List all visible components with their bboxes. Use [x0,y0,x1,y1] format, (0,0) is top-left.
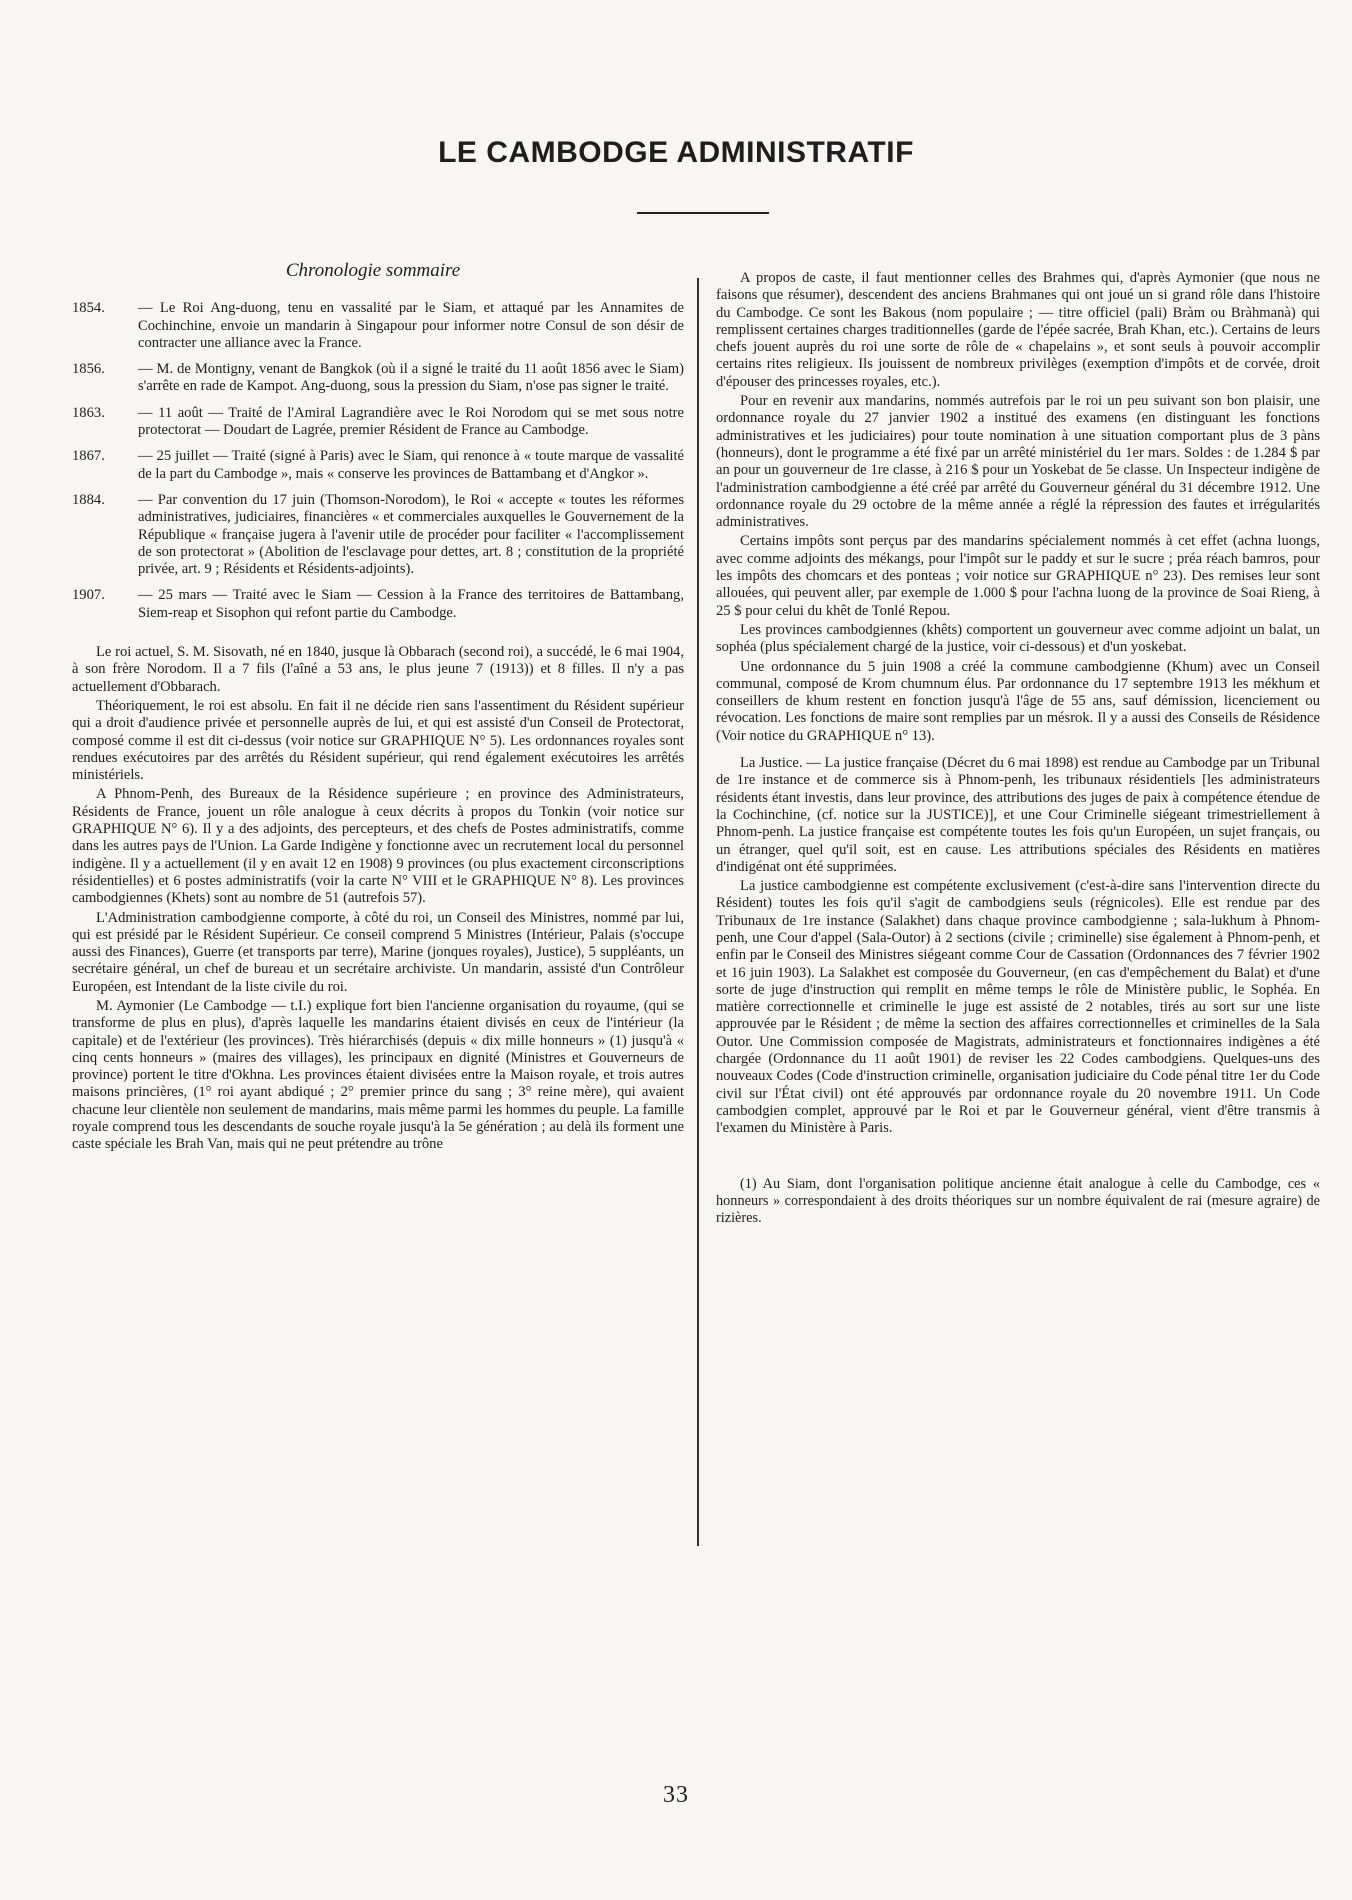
chronology-text: — Le Roi Ang-duong, tenu en vassalité par le Siam, et attaqué par les Annamites de Cochinchine, envoie un mandarin à Singapour pour informer notre Consul de son désir de contracter une alliance avec la France. [138,300,684,351]
chronology-heading: Chronologie sommaire [285,260,461,281]
chronology-list [72,300,684,622]
chronology-year: 1907. [72,587,105,604]
body-paragraph: A Phnom-Penh, des Bureaux de la Résidence supérieure ; en province des Administrateurs, Résidents de France, jouent un rôle analogue à ceux décrits à propos du Tonkin (voir notice sur GRAPHIQUE N° 6). Il y a des adjoints, des percepteurs, et des chefs de Postes administratifs, comme dans les autres pays de l'Union. La Garde Indigène y fonctionne avec un recrutement local du personnel indigène. Il y a actuellement (il y en avait 12 en 1908) 9 provinces (ou plus exactement circonscriptions résidentielles) et 6 postes administratifs (voir la carte N° VIII et le GRAPHIQUE N° 8). Les provinces cambodgiennes (Khets) sont au nombre de 51 (autrefois 57). [72,786,684,907]
title-rule [637,212,769,214]
chronology-text: — 25 juillet — Traité (signé à Paris) avec le Siam, qui renonce à « toute marque de vassalité de la part du Cambodge », mais « conserve les provinces de Battambang et d'Angkor ». [138,448,684,482]
page-title: LE CAMBODGE ADMINISTRATIF [438,136,914,169]
chronology-year: 1854. [72,300,105,317]
body-paragraph: Une ordonnance du 5 juin 1908 a créé la commune cambodgienne (Khum) avec un Conseil communal, composé de Krom chumnum élus. Par ordonnance du 17 septembre 1913 les mékhum et conseillers de khum restent en fonction jusqu'à l'âge de 55 ans, sauf démission, licenciement ou révocation. Les fonctions de maire sont remplies par un mésrok. Il y a aussi des Conseils de Résidence (Voir notice du GRAPHIQUE n° 13). [716,658,1320,744]
body-paragraph: La justice cambodgienne est compétente exclusivement (c'est-à-dire sans l'intervention directe du Résident) toutes les fois qu'il s'agit de cambodgiens seuls (régnicoles). Elle est rendue par des Tribunaux de 1re instance (Salakhet) dans chaque province cambodgienne ; sala-lukhum à Phnom-penh, une Cour d'appel (Sala-Outor) à 2 sections (civile ; criminelle) sise également à Phnom-penh, et enfin par le Conseil des Ministres siégeant comme Cour de Cassation (Ordonnances des 7 février 1902 et 16 juin 1903). La Salakhet est composée du Gouverneur, (en cas d'empêchement du Balat) et d'une sorte de juge d'instruction qui remplit en même temps le rôle de Ministère public, le Sophéa. En matière correctionnelle et criminelle le juge est assisté de 2 notables, tirés au sort sur une liste approuvée par le Résident ; de même la section des affaires correctionnelles et criminelles de la Sala Outor. Une Commission composée de Magistrats, administrateurs et fonctionnaires indigènes a été chargée (Ordonnance du 11 août 1901) de reviser les 22 Codes cambodgiens. Quelques-uns des nouveaux Codes (Code d'instruction criminelle, organisation judiciaire du Code pénal titre 1er du Code civil sur l'État civil) ont été approuvés par ordonnance royale du 20 novembre 1911. Un Code cambodgien complet, approuvé par le Roi et par le Gouverneur général, vient d'être transmis à l'examen du Ministère à Paris. [716,878,1320,1137]
chronology-year: 1856. [72,361,105,378]
chronology-text: — Par convention du 17 juin (Thomson-Norodom), le Roi « accepte « toutes les réformes administratives, judiciaires, financières « et commerciales auxquelles le Gouvernement de la République « française jugera à l'avenir utile de procéder pour faciliter « l'accomplissement de son protectorat » (Abolition de l'esclavage pour dettes, art. 8 ; constitution de la propriété privée, art. 9 ; Résidents et Résidents-adjoints). [138,491,684,578]
chronology-text: — 11 août — Traité de l'Amiral Lagrandière avec le Roi Norodom qui se met sous notre protectorat — Doudart de Lagrée, premier Résident de France au Cambodge. [138,404,684,439]
body-paragraph: A propos de caste, il faut mentionner celles des Brahmes qui, d'après Aymonier (que nous ne faisons que résumer), descendent des anciens Brahmanes qui ont joué un si grand rôle dans l'histoire du Cambodge. Ce sont les Bakous (nom populaire ; — titre officiel (pali) Bràm ou Bràhmanà) qui remplissent certaines charges traditionnelles (garde de l'épée sacrée, Brah Khan, etc.). Certains de leurs chefs jouent auprès du roi une sorte de rôle de « chapelains », et sont seuls à pouvoir accomplir certains rites religieux. Ils jouissent de nombreux privilèges (exemption d'impôts et de corvée, droit d'épouser des princesses royales, etc.). [716,270,1320,390]
left-column [72,262,684,1156]
column-divider [697,278,699,1546]
body-paragraph: Théoriquement, le roi est absolu. En fait il ne décide rien sans l'assentiment du Résident supérieur qui a droit d'audience privée et personnelle auprès de lui, et qui est assisté d'un Conseil de Protectorat, composé comme il est dit ci-dessus (voir notice sur GRAPHIQUE N° 5). Les ordonnances royales sont rendues exécutoires par des arrêtés du Résident supérieur, qui rend également exécutoires les arrêtés ministériels. [72,697,684,784]
body-paragraph: La Justice. — La justice française (Décret du 6 mai 1898) est rendue au Cambodge par un Tribunal de 1re instance et de commerce sis à Phnom-penh, les tribunaux résidentiels [les administrateurs résidents étant investis, dans leur province, des attributions des juges de paix à compétence étendue de la Cochinchine, (cf. notice sur la JUSTICE)], et une Cour Criminelle siégeant trimestriellement à Phnom-penh. La justice française est compétente toutes les fois qu'un Européen, un sujet français, ou un étranger, quel qu'il soit, est en cause. Les attributions spéciales des Résidents en matières d'indigénat ont été supprimées. [716,755,1320,875]
chronology-year: 1867. [72,448,105,465]
chronology-entry [72,587,684,622]
body-paragraph: Certains impôts sont perçus par des mandarins spécialement nommés à cet effet (achna luongs, avec comme adjoints des mékangs, pour l'impôt sur le paddy et sur le sucre ; préa réach bamros, pour les impôts des chomcars et des ponteas ; voir notice sur GRAPHIQUE n° 23). Des remises leur sont allouées, qui peuvent aller, par exemple de 1.000 $ pour l'achna luong de la province de Soai Rieng, à 25 $ pour celui du khêt de Tonlé Repou. [716,533,1320,619]
chronology-year: 1863. [72,404,105,421]
body-paragraph: Les provinces cambodgiennes (khêts) comportent un gouverneur avec comme adjoint un balat, un sophéa (plus spécialement chargé de la justice, voir ci-dessous) et d'un yoskebat. [716,621,1320,656]
body-paragraph: L'Administration cambodgienne comporte, à côté du roi, un Conseil des Ministres, nommé par lui, qui est présidé par le Résident Supérieur. Ce conseil comprend 5 Ministres (Intérieur, Palais (s'occupe aussi des Finances), Guerre (et transports par terre), Marine (jonques royales), Justice), 5 suppléants, un secrétaire général, un chef de bureau et un secrétaire archiviste. Un mandarin, assisté d'un Contrôleur Européen, est Intendant de la liste civile du roi. [72,909,684,995]
body-paragraph: Le roi actuel, S. M. Sisovath, né en 1840, jusque là Obbarach (second roi), a succédé, le 6 mai 1904, à son frère Norodom. Il a 7 fils (l'aîné a 53 ans, le plus jeune 7 (1913)) et 8 filles. Il n'y a pas actuellement d'Obbarach. [72,644,684,695]
chronology-year: 1884. [72,491,105,508]
right-column [716,270,1320,1227]
chronology-entry [72,448,684,483]
body-paragraph: Pour en revenir aux mandarins, nommés autrefois par le roi un peu suivant son bon plaisir, une ordonnance royale du 27 janvier 1902 a institué des examens (en distinguant les fonctions administratives et les judiciaires) pour toute nomination à une situation comportant plus de 3 pàns (honneurs), dont le programme a été fixé par un arrêté ministériel du 1er mars. Soldes : de 1.284 $ par an pour un gouverneur de 1re classe, à 216 $ pour un Yoskebat de 5e classe. Un Inspecteur indigène de l'administration cambodgienne a été créé par arrêté du Gouverneur général du 31 décembre 1912. Une ordonnance royale du 29 octobre de la même année a réglé la répression des fautes et irrégularités administratives. [716,393,1320,531]
body-paragraph: M. Aymonier (Le Cambodge — t.I.) explique fort bien l'ancienne organisation du royaume, (qui se transforme de plus en plus), d'après laquelle les mandarins étaient divisés en ceux de l'intérieur (la capitale) et de l'extérieur (les provinces). Très hiérarchisés (depuis « dix mille honneurs » (1) jusqu'à « cinq cents honneurs » (maires des villages), les principaux en dignité (Ministres et Gouverneurs de province) portent le titre d'Okhna. Les provinces étaient divisées entre la Maison royale, et trois autres maisons princières, (1° roi ayant abdiqué ; 2° premier prince du sang ; 3° reine mère), qui avaient chacune leur clientèle non seulement de mandarins, mais même parmi les hommes du peuple. La famille royale comprend tous les descendants de souche royale jusqu'à la 5e génération ; au delà ils forment une caste spéciale les Brah Van, mais qui ne peut prétendre au trône [72,997,684,1153]
page-number: 33 [663,1782,689,1808]
footnote: (1) Au Siam, dont l'organisation politique ancienne était analogue à celle du Cambodge, ces « honneurs » correspondaient à des droits théoriques sur un nombre équivalent de rai (mesure agraire) de rizières. [716,1175,1320,1226]
chronology-entry [72,300,684,352]
chronology-entry [72,405,684,440]
chronology-text: — 25 mars — Traité avec le Siam — Cession à la France des territoires de Battambang, Siem-reap et Sisophon qui refont partie du Cambodge. [138,587,684,621]
chronology-entry [72,492,684,578]
chronology-entry [72,361,684,396]
chronology-text: — M. de Montigny, venant de Bangkok (où il a signé le traité du 11 août 1856 avec le Siam) s'arrête en rade de Kampot. Ang-duong, sous la pression du Siam, n'ose pas signer le traité. [138,361,684,395]
